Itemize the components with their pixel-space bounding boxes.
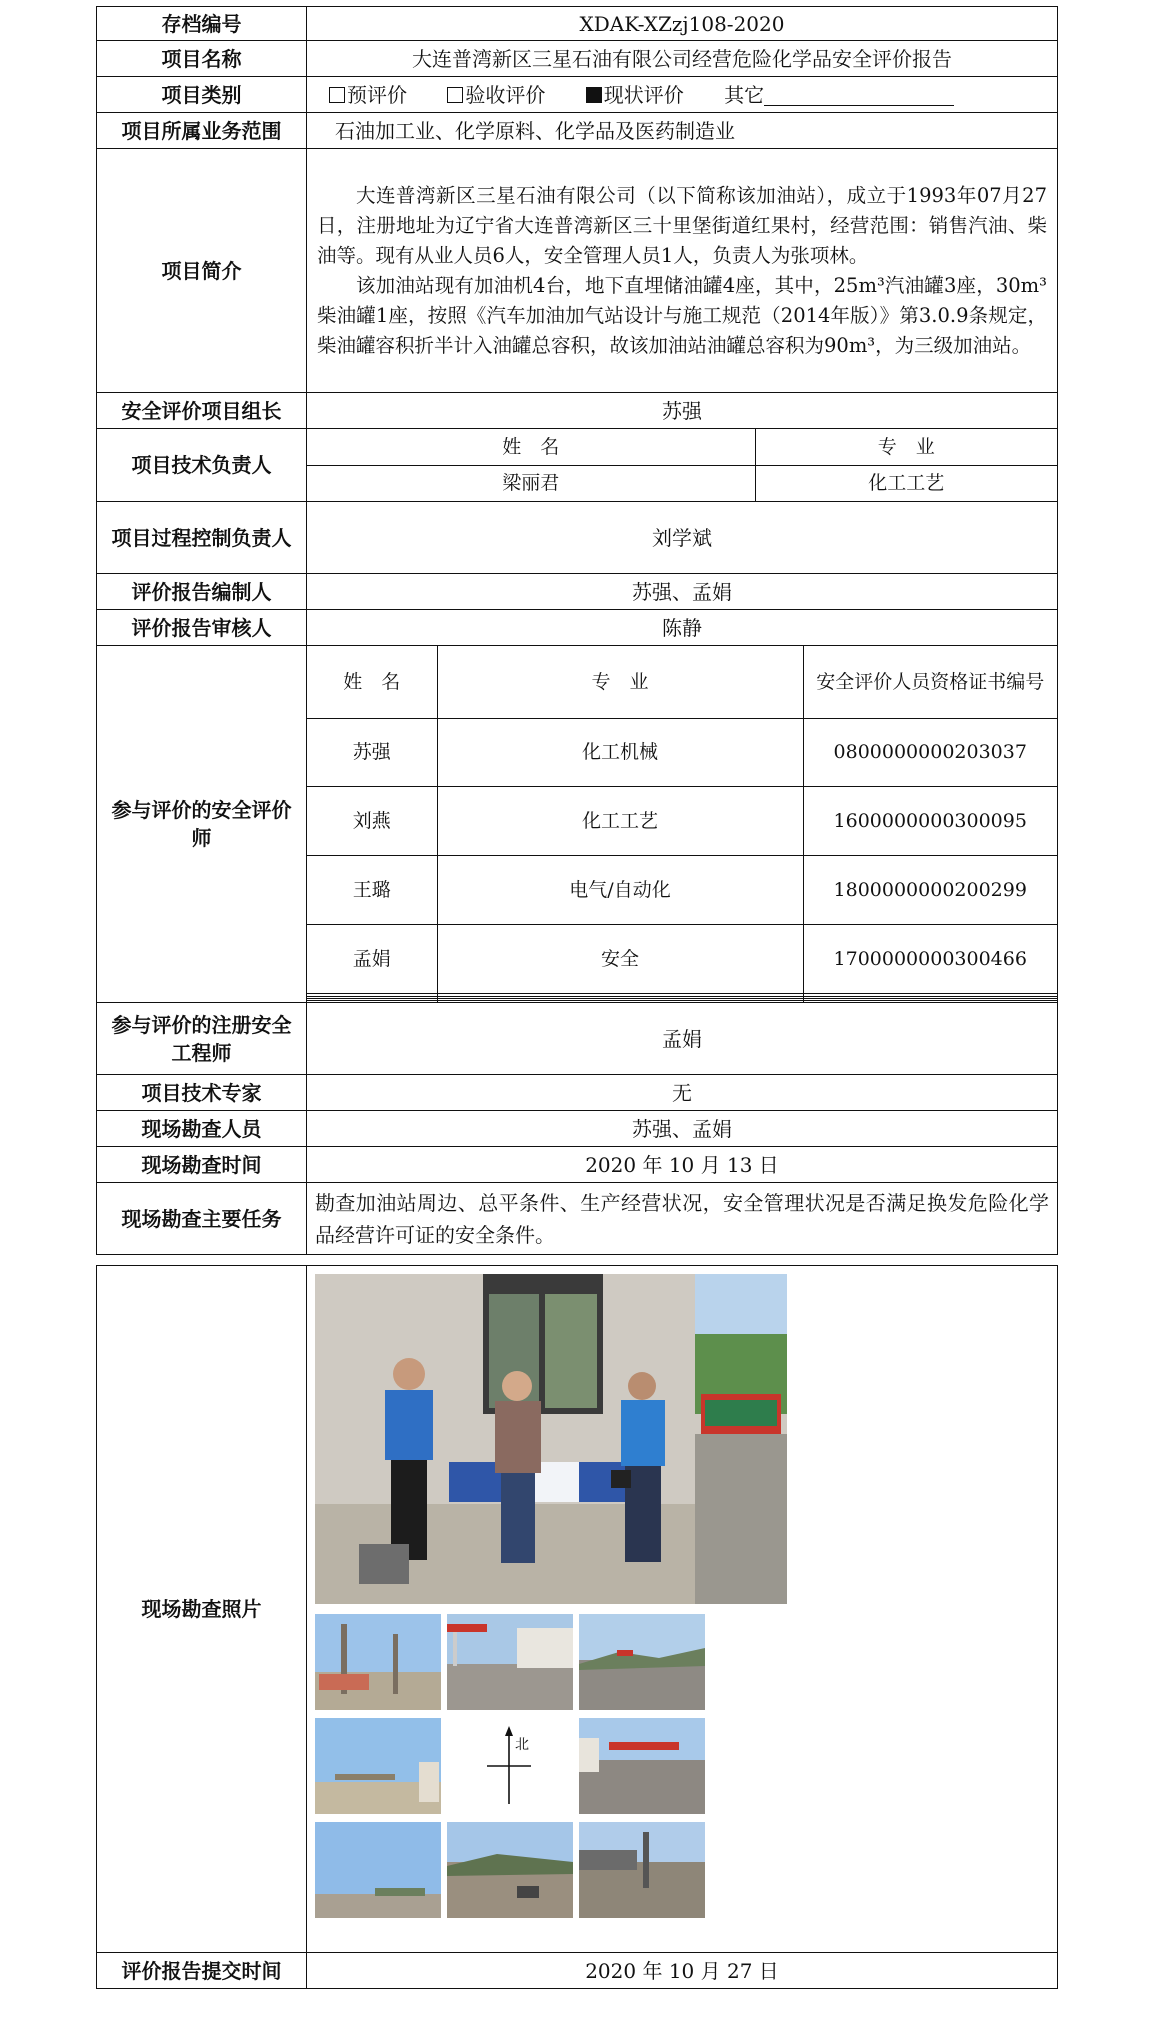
north-arrow-diagram (447, 1718, 573, 1816)
evaluator-cert: 1800000000200299 (803, 856, 1057, 925)
tech-lead-col-name: 姓 名 (307, 429, 755, 465)
evaluators-col-cert: 安全评价人员资格证书编号 (803, 646, 1057, 718)
site-photo (315, 1822, 441, 1918)
row-submit-time (97, 1953, 1058, 1989)
north-label: 北 (515, 1737, 529, 1753)
team-leader-value: 苏强 (307, 393, 1058, 429)
project-type-label: 项目类别 (97, 77, 307, 113)
evaluator-name: 苏强 (307, 718, 437, 787)
evaluator-row (307, 718, 1057, 787)
process-control-label: 项目过程控制负责人 (97, 502, 307, 574)
site-photo (579, 1718, 705, 1814)
evaluator-cert: 1600000000300095 (803, 787, 1057, 856)
row-survey-staff (97, 1111, 1058, 1147)
evaluator-row (307, 925, 1057, 994)
row-survey-task (97, 1183, 1058, 1255)
evaluators-col-name: 姓 名 (307, 646, 437, 718)
evaluators-table (307, 646, 1057, 1002)
evaluator-major: 电气/自动化 (437, 856, 803, 925)
option-other: 其它 (724, 83, 954, 107)
row-team-leader (97, 393, 1058, 429)
evaluators-label: 参与评价的安全评价师 (97, 646, 307, 1003)
photo-table (96, 1265, 1058, 1989)
row-compiler (97, 574, 1058, 610)
other-blank-line (764, 85, 954, 106)
option-status-evaluation: 现状评价 (586, 83, 684, 107)
tech-lead-label: 项目技术负责人 (97, 429, 307, 502)
tech-lead-col-major: 专 业 (755, 429, 1057, 465)
tech-lead-major: 化工工艺 (755, 465, 1057, 501)
business-scope-label: 项目所属业务范围 (97, 113, 307, 149)
report-cover-sheet (96, 6, 1058, 1989)
site-photo (315, 1718, 441, 1814)
row-photos (97, 1266, 1058, 1953)
tech-expert-value: 无 (307, 1075, 1058, 1111)
evaluator-row (307, 856, 1057, 925)
evaluator-name: 孟娟 (307, 925, 437, 994)
evaluators-col-major: 专 业 (437, 646, 803, 718)
intro-content (307, 149, 1058, 393)
compiler-value: 苏强、孟娟 (307, 574, 1058, 610)
reg-engineer-value: 孟娟 (307, 1003, 1058, 1075)
photo-collage (307, 1266, 1057, 1952)
evaluator-name: 王璐 (307, 856, 437, 925)
evaluators-table-cell (307, 646, 1058, 1003)
tech-expert-label: 项目技术专家 (97, 1075, 307, 1111)
row-business-scope (97, 113, 1058, 149)
photos-label: 现场勘查照片 (97, 1266, 307, 1953)
row-survey-time (97, 1147, 1058, 1183)
info-table (96, 6, 1058, 1255)
north-arrow-icon (447, 1718, 573, 1814)
row-evaluators (97, 646, 1058, 1003)
evaluator-major: 化工工艺 (437, 787, 803, 856)
business-scope-value: 石油加工业、化学原料、化学品及医药制造业 (307, 113, 1058, 149)
tech-lead-table (307, 429, 1057, 501)
row-process-control (97, 502, 1058, 574)
evaluators-header-row (307, 646, 1057, 718)
intro-paragraph-1: 大连普湾新区三星石油有限公司（以下简称该加油站），成立于1993年07月27日，注册地址为辽宁省大连普湾新区三十里堡街道红果村，经营范围：销售汽油、柴油等。现有从业人员6人，安全管理人员1人，负责人为张项林。 (317, 183, 1047, 267)
photos-cell (307, 1266, 1058, 1953)
evaluator-name: 刘燕 (307, 787, 437, 856)
checkbox-unchecked-icon (447, 87, 463, 103)
site-photo (447, 1614, 573, 1710)
team-leader-label: 安全评价项目组长 (97, 393, 307, 429)
survey-time-value: 2020 年 10 月 13 日 (307, 1147, 1058, 1183)
site-photo (315, 1614, 441, 1710)
intro-label: 项目简介 (97, 149, 307, 393)
submit-time-value: 2020 年 10 月 27 日 (307, 1953, 1058, 1989)
checkbox-checked-icon (586, 87, 602, 103)
option-pre-evaluation: 预评价 (329, 83, 407, 107)
survey-task-value: 勘查加油站周边、总平条件、生产经营状况，安全管理状况是否满足换发危险化学品经营许可证的安全条件。 (307, 1183, 1058, 1255)
evaluator-cert: 1700000000300466 (803, 925, 1057, 994)
row-reg-engineer (97, 1003, 1058, 1075)
row-tech-expert (97, 1075, 1058, 1111)
reviewer-value: 陈静 (307, 610, 1058, 646)
process-control-value: 刘学斌 (307, 502, 1058, 574)
site-photo (579, 1614, 705, 1710)
project-name-value: 大连普湾新区三星石油有限公司经营危险化学品安全评价报告 (307, 41, 1058, 77)
row-tech-lead (97, 429, 1058, 502)
reviewer-label: 评价报告审核人 (97, 610, 307, 646)
site-photo (447, 1822, 573, 1918)
survey-task-label: 现场勘查主要任务 (97, 1183, 307, 1255)
project-name-label: 项目名称 (97, 41, 307, 77)
project-type-options (307, 77, 1058, 113)
group-photo (315, 1274, 787, 1604)
tech-lead-name: 梁丽君 (307, 465, 755, 501)
row-reviewer (97, 610, 1058, 646)
row-archive-no (97, 7, 1058, 41)
evaluator-major: 安全 (437, 925, 803, 994)
compiler-label: 评价报告编制人 (97, 574, 307, 610)
reg-engineer-label: 参与评价的注册安全工程师 (97, 1003, 307, 1075)
survey-time-label: 现场勘查时间 (97, 1147, 307, 1183)
survey-staff-label: 现场勘查人员 (97, 1111, 307, 1147)
archive-no-label: 存档编号 (97, 7, 307, 41)
row-project-name (97, 41, 1058, 77)
archive-no-value: XDAK-XZzj108-2020 (307, 7, 1058, 41)
row-project-type (97, 77, 1058, 113)
checkbox-unchecked-icon (329, 87, 345, 103)
tech-lead-table-cell (307, 429, 1058, 502)
option-acceptance-evaluation: 验收评价 (447, 83, 545, 107)
survey-staff-value: 苏强、孟娟 (307, 1111, 1058, 1147)
intro-paragraph-2: 该加油站现有加油机4台，地下直埋储油罐4座，其中，25m³汽油罐3座，30m³柴油罐1座，按照《汽车加油加气站设计与施工规范（2014年版）》第3.0.9条规定，柴油罐容积折半计入油罐总容积，故该加油站油罐总容积为90m³，为三级加油站。 (317, 273, 1047, 357)
evaluator-row (307, 787, 1057, 856)
site-photo (579, 1822, 705, 1918)
evaluator-cert: 0800000000203037 (803, 718, 1057, 787)
submit-time-label: 评价报告提交时间 (97, 1953, 307, 1989)
row-intro (97, 149, 1058, 393)
evaluator-major: 化工机械 (437, 718, 803, 787)
